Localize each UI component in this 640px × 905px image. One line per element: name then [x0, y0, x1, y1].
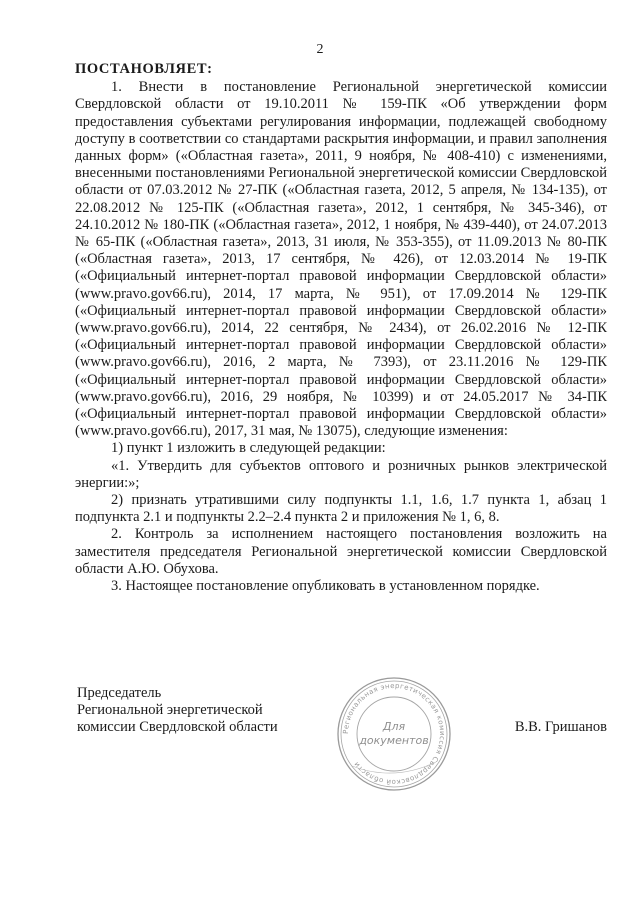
- paragraph-amendments: 1. Внести в постановление Региональной энергетической комиссии Свердловской области от 19.10.2011 № 159-ПК «Об утверждении форм предоставления субъектами регулирования информации, подлежащей свободному доступу в соответствии со стандартами раскрытия информации, и правил заполнения данных форм» («Областная газета», 2011, 9 ноября, № 408-410) с изменениями, внесенными постановлениями Региональной энергетической комиссии Свердловской области от 07.03.2012 № 27-ПК («Областная газета, 2012, 5 апреля, № 134-135), от 22.08.2012 № 125-ПК («Областная газета», 2012, 1 сентября, № 345-346), от 24.10.2012 № 180-ПК («Областная газета», 2012, 1 ноября, № 439-440), от 24.07.2013 № 65-ПК («Областная газета», 2013, 31 июля, № 353-355), от 11.09.2013 № 80-ПК («Областная газета», 2013, 17 сентября, № 426), от 12.03.2014 № 19-ПК («Официальный интернет-портал правовой информации Свердловской области» (www.pravo.gov66.ru), 2014, 17 марта, № 951), от 17.09.2014 № 129-ПК («Официальный интернет-портал правовой информации Свердловской области» (www.pravo.gov66.ru), 2014, 22 сентября, № 2434), от 26.02.2016 № 12-ПК («Официальный интернет-портал правовой информации Свердловской области» (www.pravo.gov66.ru), 2016, 2 марта, № 7393), от 23.11.2016 № 129-ПК («Официальный интернет-портал правовой информации Свердловской области» (www.pravo.gov66.ru), 2016, 29 ноября, № 10399) и от 24.05.2017 № 34-ПК («Официальный интернет-портал правовой информации Свердловской области» (www.pravo.gov66.ru), 2017, 31 мая, № 13075), следующие изменения:: [75, 79, 607, 440]
- stamp-icon: [334, 674, 454, 794]
- stamp-center-line2: документов: [359, 734, 429, 747]
- official-stamp: [334, 674, 454, 799]
- paragraph-item-1: 1) пункт 1 изложить в следующей редакции:: [111, 440, 386, 457]
- document-body: [75, 61, 607, 595]
- page-number: 2: [316, 42, 324, 57]
- paragraph-control: 2. Контроль за исполнением настоящего постановления возложить на заместителя председателя Региональной энергетической комиссии Свердловской области А.Ю. Обухова.: [75, 526, 607, 577]
- resolution-heading: ПОСТАНОВЛЯЕТ:: [75, 61, 213, 77]
- signatory-name: В.В. Гришанов: [514, 719, 607, 735]
- paragraph-quoted-text: «1. Утвердить для субъектов оптового и розничных рынков электрической энергии:»;: [75, 457, 607, 491]
- signature-block: [77, 685, 278, 737]
- signature-title-line2: Региональной энергетической: [77, 702, 263, 719]
- paragraph-publish: 3. Настоящее постановление опубликовать в установленном порядке.: [111, 578, 540, 595]
- signature-title-line1: Председатель: [77, 685, 162, 701]
- signature-title-line3: комиссии Свердловской области: [77, 719, 278, 736]
- stamp-center-line1: Для: [382, 720, 406, 733]
- paragraph-item-2: 2) признать утратившими силу подпункты 1.1, 1.6, 1.7 пункта 1, абзац 1 подпункта 2.1 и подпункты 2.2–2.4 пункта 2 и приложения № 1, 6, 8.: [75, 492, 607, 526]
- stamp-ring-text: Региональная энергетическая комиссия Свердловской области: [341, 681, 447, 787]
